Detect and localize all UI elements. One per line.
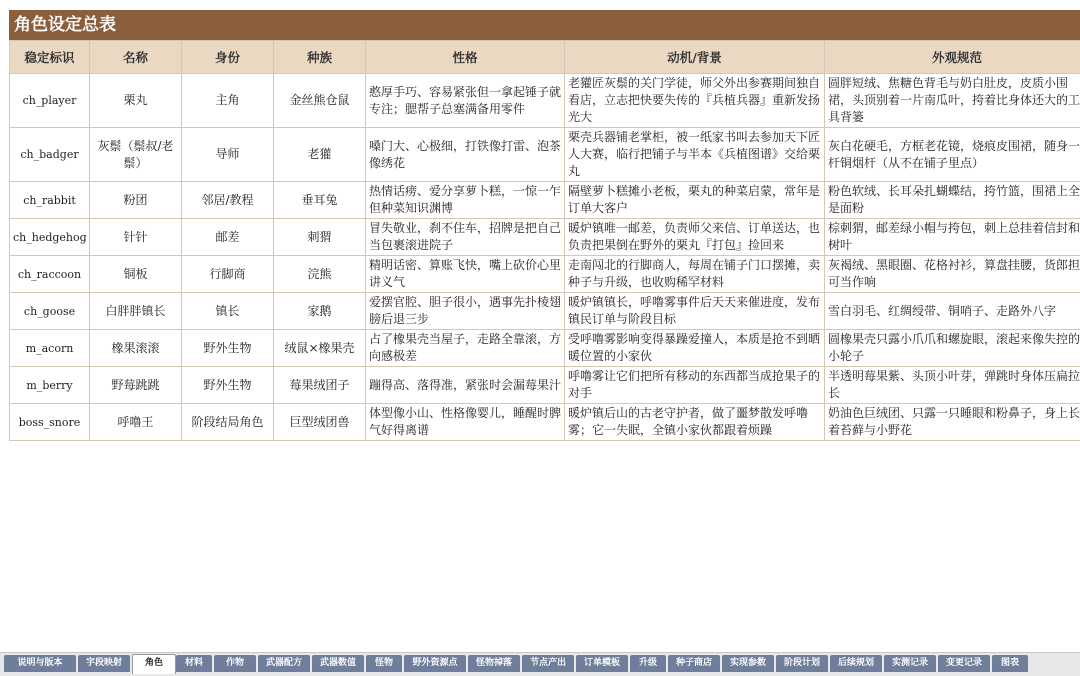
table-cell[interactable]: ch_rabbit [10,182,90,219]
table-cell[interactable]: m_berry [10,367,90,404]
table-cell[interactable]: 针针 [90,219,182,256]
table-cell[interactable]: 莓果绒团子 [274,367,366,404]
table-cell[interactable]: 灰白花硬毛，方框老花镜，烧痕皮围裙，随身一杆铜烟杆（从不在铺子里点） [825,128,1080,182]
sheet-tab[interactable]: 材料 [176,655,212,672]
table-cell[interactable]: 老獾 [274,128,366,182]
table-cell[interactable]: 家鹅 [274,293,366,330]
table-cell[interactable]: ch_player [10,74,90,128]
character-table [9,40,1080,441]
table-cell[interactable]: 体型像小山、性格像婴儿，睡醒时脾气好得离谱 [366,404,565,441]
sheet-tab[interactable]: 野外资源点 [404,655,466,672]
table-cell[interactable]: 圆胖短绒、焦糖色背毛与奶白肚皮，皮质小围裙，头顶别着一片南瓜叶，挎着比身体还大的工具背篓 [825,74,1080,128]
table-row [10,74,1080,128]
table-cell[interactable]: 隔壁萝卜糕摊小老板，栗丸的种菜启蒙，常年是订单大客户 [565,182,825,219]
table-cell[interactable]: m_acorn [10,330,90,367]
header-cell[interactable]: 身份 [182,41,274,74]
table-cell[interactable]: 老獾匠灰鬃的关门学徒，师父外出参赛期间独自看店，立志把快要失传的『兵植兵器』重新发扬光大 [565,74,825,128]
sheet-tab[interactable]: 作物 [214,655,256,672]
table-cell[interactable]: 蹦得高、落得准，紧张时会漏莓果汁 [366,367,565,404]
table-cell[interactable]: 暖炉镇后山的古老守护者，做了噩梦散发呼噜雾；它一失眠，全镇小家伙都跟着烦躁 [565,404,825,441]
table-cell[interactable]: 野外生物 [182,367,274,404]
table-cell[interactable]: 粉团 [90,182,182,219]
table-cell[interactable]: 棕刺猬，邮差绿小帽与挎包，刺上总挂着信封和树叶 [825,219,1080,256]
sheet-tab[interactable]: 武器配方 [258,655,310,672]
table-cell[interactable]: 圆橡果壳只露小爪爪和螺旋眼，滚起来像失控的小轮子 [825,330,1080,367]
table-cell[interactable]: 爱摆官腔、胆子很小，遇事先扑棱翅膀后退三步 [366,293,565,330]
sheet-tab[interactable]: 节点产出 [522,655,574,672]
sheet-tab[interactable]: 怪物掉落 [468,655,520,672]
table-cell[interactable]: 镇长 [182,293,274,330]
table-cell[interactable]: 邮差 [182,219,274,256]
table-cell[interactable]: 受呼噜雾影响变得暴躁爱撞人，本质是抢不到晒暖位置的小家伙 [565,330,825,367]
header-cell[interactable]: 性格 [366,41,565,74]
table-cell[interactable]: 嗓门大、心极细，打铁像打雷、泡茶像绣花 [366,128,565,182]
table-cell[interactable]: 占了橡果壳当屋子，走路全靠滚，方向感极差 [366,330,565,367]
table-row [10,128,1080,182]
table-cell[interactable]: 野莓跳跳 [90,367,182,404]
sheet-tab[interactable]: 升级 [630,655,666,672]
sheet-tab[interactable]: 实测记录 [884,655,936,672]
header-cell[interactable]: 稳定标识 [10,41,90,74]
table-row [10,330,1080,367]
table-cell[interactable]: 绒鼠×橡果壳 [274,330,366,367]
table-cell[interactable]: ch_hedgehog [10,219,90,256]
table-row [10,404,1080,441]
table-cell[interactable]: 粉色软绒、长耳朵扎蝴蝶结，挎竹篮，围裙上全是面粉 [825,182,1080,219]
sheet-tab[interactable]: 种子商店 [668,655,720,672]
table-cell[interactable]: 白胖胖镇长 [90,293,182,330]
sheet-tab[interactable]: 变更记录 [938,655,990,672]
sheet-tab[interactable]: 怪物 [366,655,402,672]
header-cell[interactable]: 种族 [274,41,366,74]
header-cell[interactable]: 名称 [90,41,182,74]
sheet-tab-bar [0,652,1080,676]
sheet-tab[interactable]: 说明与版本 [4,655,76,672]
table-row [10,293,1080,330]
table-row [10,182,1080,219]
table-cell[interactable]: 铜板 [90,256,182,293]
sheet-tab[interactable]: 角色 [132,654,176,674]
header-cell[interactable]: 外观规范 [825,41,1080,74]
table-cell[interactable]: 热情话痨、爱分享萝卜糕，一惊一乍但种菜知识渊博 [366,182,565,219]
table-cell[interactable]: 呼噜雾让它们把所有移动的东西都当成抢果子的对手 [565,367,825,404]
table-cell[interactable]: 栗丸 [90,74,182,128]
table-cell[interactable]: ch_raccoon [10,256,90,293]
table-cell[interactable]: 阶段结局角色 [182,404,274,441]
table-cell[interactable]: 巨型绒团兽 [274,404,366,441]
table-cell[interactable]: 雪白羽毛、红绸绶带、铜哨子、走路外八字 [825,293,1080,330]
table-cell[interactable]: 垂耳兔 [274,182,366,219]
sheet-title: 角色设定总表 [9,10,1080,40]
table-cell[interactable]: ch_badger [10,128,90,182]
table-row [10,256,1080,293]
sheet-tab[interactable]: 武器数值 [312,655,364,672]
table-cell[interactable]: 呼噜王 [90,404,182,441]
table-cell[interactable]: 导师 [182,128,274,182]
table-cell[interactable]: 行脚商 [182,256,274,293]
table-row [10,367,1080,404]
table-cell[interactable]: 冒失敬业，刹不住车，招牌是把自己当包裹滚进院子 [366,219,565,256]
table-cell[interactable]: 刺猬 [274,219,366,256]
table-cell[interactable]: ch_goose [10,293,90,330]
table-cell[interactable]: 主角 [182,74,274,128]
table-cell[interactable]: boss_snore [10,404,90,441]
sheet-tab[interactable]: 阶段计划 [776,655,828,672]
table-cell[interactable]: 金丝熊仓鼠 [274,74,366,128]
sheet-tab[interactable]: 订单模板 [576,655,628,672]
header-row [10,41,1080,74]
table-cell[interactable]: 半透明莓果紫、头顶小叶芽，弹跳时身体压扁拉长 [825,367,1080,404]
table-cell[interactable]: 暖炉镇唯一邮差，负责师父来信、订单送达，也负责把果倒在野外的栗丸『打包』捡回来 [565,219,825,256]
sheet-tab[interactable]: 实现参数 [722,655,774,672]
table-row [10,219,1080,256]
table-cell[interactable]: 憨厚手巧、容易紧张但一拿起锤子就专注；腮帮子总塞满备用零件 [366,74,565,128]
sheet-tab[interactable]: 字段映射 [78,655,130,672]
table-cell[interactable]: 橡果滚滚 [90,330,182,367]
sheet-tab[interactable]: 后续规划 [830,655,882,672]
sheet-tab[interactable]: 图表 [992,655,1028,672]
table-cell[interactable]: 野外生物 [182,330,274,367]
table-cell[interactable]: 灰褐绒、黑眼圈、花格衬衫，算盘挂腰，货郎担可当作响 [825,256,1080,293]
table-cell[interactable]: 浣熊 [274,256,366,293]
table-cell[interactable]: 灰鬃（鬃叔/老鬃） [90,128,182,182]
table-cell[interactable]: 暖炉镇镇长，呼噜雾事件后天天来催进度，发布镇民订单与阶段目标 [565,293,825,330]
table-cell[interactable]: 邻居/教程 [182,182,274,219]
header-cell[interactable]: 动机/背景 [565,41,825,74]
table-cell[interactable]: 奶油色巨绒团、只露一只睡眼和粉鼻子，身上长着苔藓与小野花 [825,404,1080,441]
table-cell[interactable]: 栗壳兵器铺老掌柜，被一纸家书叫去参加天下匠人大赛，临行把铺子与半本《兵植图谱》交给栗丸 [565,128,825,182]
table-cell[interactable]: 精明话密、算账飞快，嘴上砍价心里讲义气 [366,256,565,293]
table-cell[interactable]: 走南闯北的行脚商人，每周在铺子门口摆摊，卖种子与升级，也收购稀罕材料 [565,256,825,293]
